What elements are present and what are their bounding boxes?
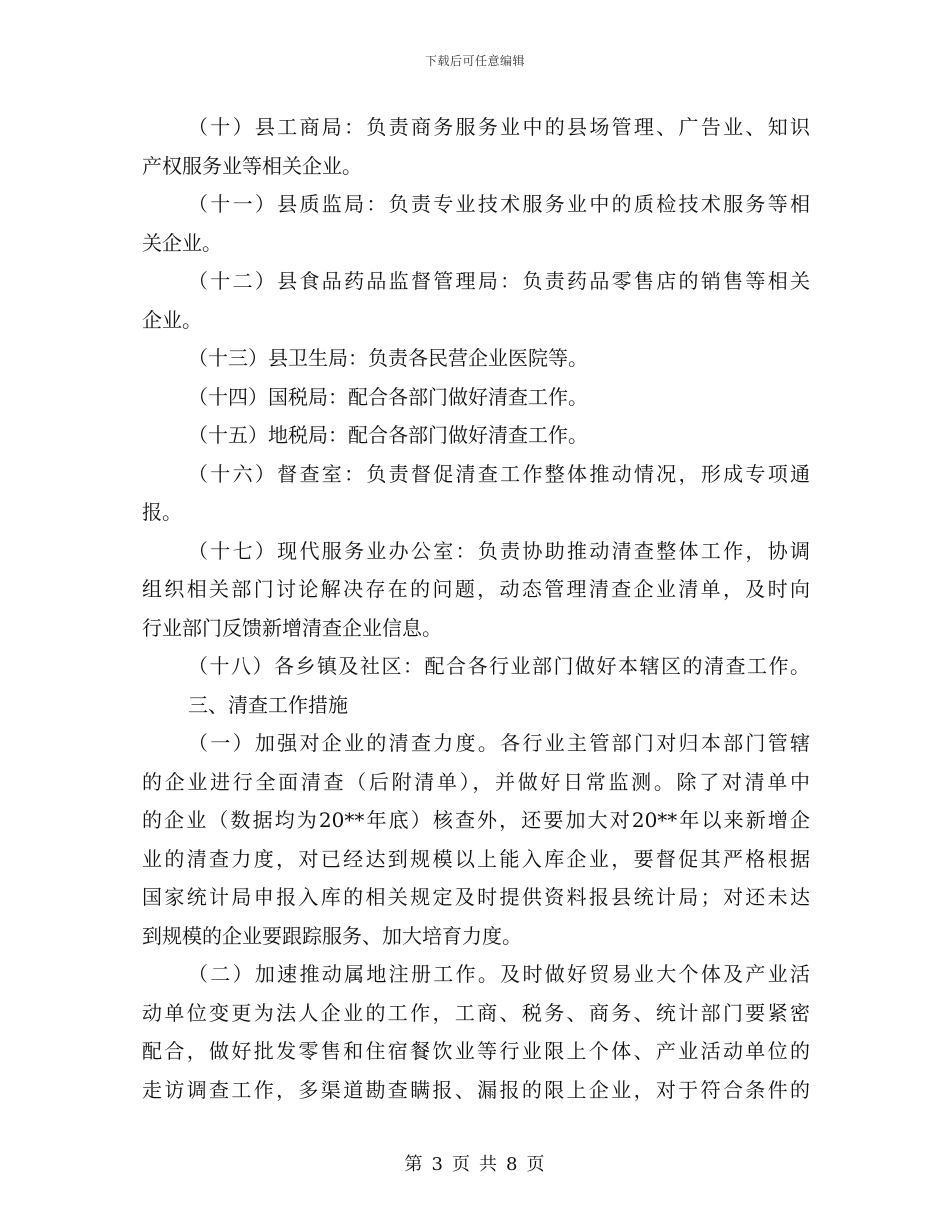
text-line: 三、清查工作措施 (188, 692, 348, 717)
page-label-suffix: 页 (526, 1154, 546, 1175)
text-line: 动单位变更为法人企业的工作，工商、税务、商务、统计部门要紧密 (142, 1000, 810, 1025)
text-line: （十二）县食品药品监督管理局：负责药品零售店的销售等相关 (188, 269, 810, 293)
text-line: 企业。 (142, 307, 202, 332)
text-line: （十七）现代服务业办公室：负责协助推动清查整体工作，协调 (188, 538, 810, 563)
text-line: 走访调查工作，多渠道勘查瞒报、漏报的限上企业，对于符合条件的 (142, 1077, 810, 1102)
text-line: （十六）督查室：负责督促清查工作整体推动情况，形成专项通 (188, 461, 810, 486)
page-label-mid2: 共 (479, 1154, 498, 1175)
text-line: （十三）县卫生局：负责各民营企业医院等。 (188, 346, 588, 370)
page-header: 下载后可任意编辑 (424, 54, 525, 68)
text-line: 的企业进行全面清查（后附清单），并做好日常监测。除了对清单中 (142, 769, 810, 794)
text-line: 到规模的企业要跟踪服务、加大培育力度。 (142, 923, 522, 948)
text-line: （十五）地税局：配合各部门做好清查工作。 (188, 423, 588, 447)
text-line: 关企业。 (142, 230, 222, 255)
text-line: （十四）国税局：配合各部门做好清查工作。 (188, 384, 588, 409)
text-line: （二）加速推动属地注册工作。及时做好贸易业大个体及产业活 (188, 962, 810, 986)
text-line: 的企业（数据均为20**年底）核查外，还要加大对20**年以来新增企 (142, 808, 810, 832)
text-line: （十）县工商局：负责商务服务业中的县场管理、广告业、知识 (188, 115, 810, 139)
text-line: 业的清查力度，对已经达到规模以上能入库企业，要督促其严格根据 (142, 846, 810, 871)
page-total: 8 (506, 1154, 519, 1175)
text-line: 产权服务业等相关企业。 (142, 153, 362, 178)
text-line: 配合，做好批发零售和住宿餐饮业等行业限上个体、产业活动单位的 (142, 1039, 810, 1063)
text-line: （一）加强对企业的清查力度。各行业主管部门对归本部门管辖 (188, 731, 810, 755)
page-footer (0, 1150, 950, 1176)
text-line: （十一）县质监局：负责专业技术服务业中的质检技术服务等相 (188, 192, 810, 216)
text-line: （十八）各乡镇及社区：配合各行业部门做好本辖区的清查工作。 (188, 654, 810, 678)
text-line: 行业部门反馈新增清查企业信息。 (142, 615, 442, 640)
page-label-mid1: 页 (452, 1154, 471, 1175)
page-current: 3 (431, 1154, 444, 1175)
document-body (142, 108, 810, 1109)
text-line: 组织相关部门讨论解决存在的问题，动态管理清查企业清单，及时向 (142, 577, 810, 601)
text-line: 国家统计局申报入库的相关规定及时提供资料报县统计局；对还未达 (142, 885, 810, 909)
text-line: 报。 (142, 500, 182, 524)
page-label-prefix: 第 (404, 1154, 424, 1175)
